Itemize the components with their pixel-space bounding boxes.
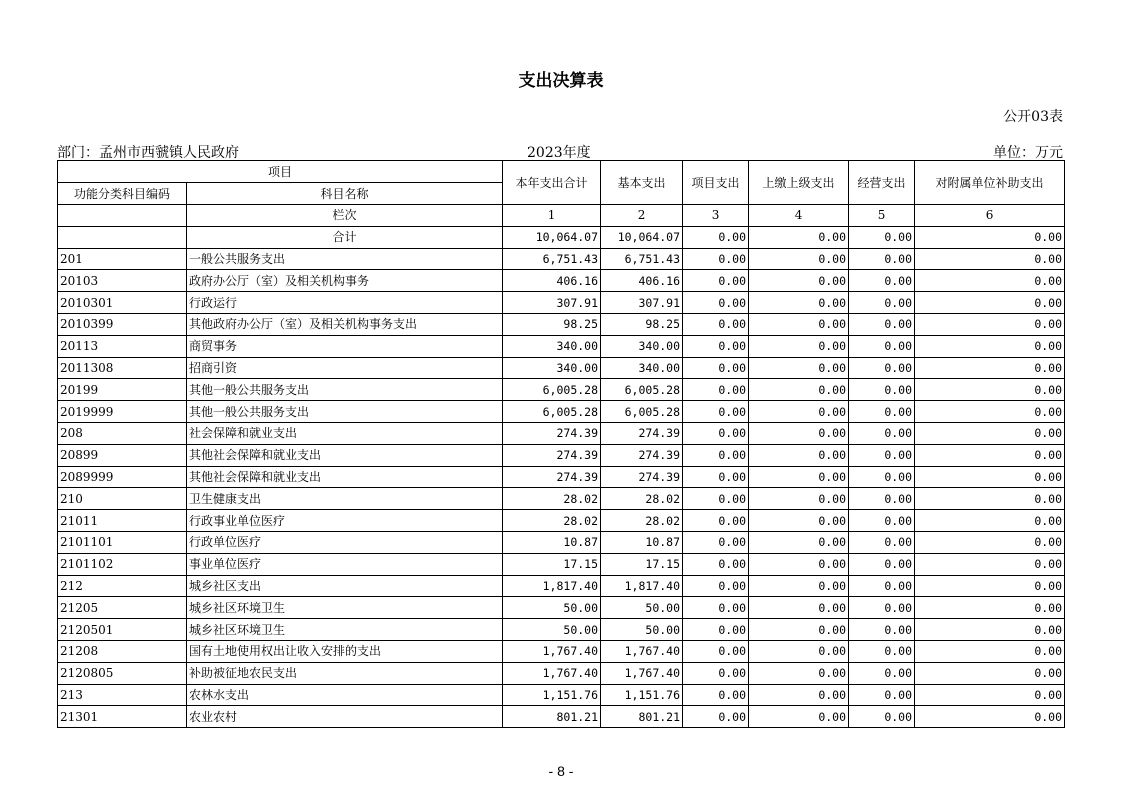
- amount-cell: 0.00: [849, 510, 915, 532]
- col-header-subsidy: 对附属单位补助支出: [915, 161, 1065, 205]
- subject-name: 其他社会保障和就业支出: [187, 444, 503, 466]
- table-row: [58, 619, 1065, 641]
- amount-cell: 0.00: [749, 379, 849, 401]
- amount-cell: 0.00: [683, 335, 749, 357]
- amount-cell: 0.00: [849, 553, 915, 575]
- table-row: [58, 684, 1065, 706]
- subject-name: 城乡社区环境卫生: [187, 597, 503, 619]
- amount-cell: 0.00: [749, 619, 849, 641]
- subject-name: 政府办公厅（室）及相关机构事务: [187, 270, 503, 292]
- amount-cell: 0.00: [749, 640, 849, 662]
- amount-cell: 28.02: [601, 510, 683, 532]
- table-row: [58, 313, 1065, 335]
- amount-cell: 0.00: [915, 488, 1065, 510]
- amount-cell: 6,005.28: [503, 401, 601, 423]
- amount-cell: 274.39: [503, 422, 601, 444]
- amount-cell: 0.00: [849, 422, 915, 444]
- amount-cell: 0.00: [849, 248, 915, 270]
- amount-cell: 0.00: [849, 401, 915, 423]
- amount-cell: 1,767.40: [503, 640, 601, 662]
- amount-cell: 0.00: [683, 575, 749, 597]
- amount-cell: 0.00: [849, 292, 915, 314]
- amount-cell: 0.00: [915, 422, 1065, 444]
- table-row: [58, 248, 1065, 270]
- table-row: [58, 553, 1065, 575]
- table-row: [58, 401, 1065, 423]
- amount-cell: 340.00: [503, 335, 601, 357]
- amount-cell: 0.00: [683, 466, 749, 488]
- subject-code: 2101102: [58, 553, 187, 575]
- subject-code: 2120501: [58, 619, 187, 641]
- subject-name: 卫生健康支出: [187, 488, 503, 510]
- col-header-upper: 上缴上级支出: [749, 161, 849, 205]
- amount-cell: 0.00: [915, 662, 1065, 684]
- amount-cell: 1,817.40: [601, 575, 683, 597]
- amount-cell: 0.00: [915, 357, 1065, 379]
- amount-cell: 0.00: [915, 335, 1065, 357]
- amount-cell: 0.00: [915, 401, 1065, 423]
- subject-name: 招商引资: [187, 357, 503, 379]
- subject-code: 21208: [58, 640, 187, 662]
- table-row: [58, 270, 1065, 292]
- amount-cell: 0.00: [849, 597, 915, 619]
- col-header-basic: 基本支出: [601, 161, 683, 205]
- subject-code: 21011: [58, 510, 187, 532]
- amount-cell: 0.00: [749, 531, 849, 553]
- header-row-1: [58, 161, 1065, 183]
- amount-cell: 0.00: [683, 531, 749, 553]
- empty-cell: [58, 226, 187, 248]
- amount-cell: 50.00: [601, 619, 683, 641]
- amount-cell: 0.00: [915, 379, 1065, 401]
- subject-name: 一般公共服务支出: [187, 248, 503, 270]
- total-row: [58, 226, 1065, 248]
- amount-cell: 0.00: [749, 553, 849, 575]
- amount-cell: 1,817.40: [503, 575, 601, 597]
- table-row: [58, 292, 1065, 314]
- subject-code: 20199: [58, 379, 187, 401]
- amount-cell: 274.39: [601, 466, 683, 488]
- amount-cell: 0.00: [915, 466, 1065, 488]
- amount-cell: 17.15: [503, 553, 601, 575]
- amount-cell: 0.00: [849, 444, 915, 466]
- total-value: 0.00: [915, 226, 1065, 248]
- amount-cell: 0.00: [849, 357, 915, 379]
- amount-cell: 0.00: [683, 444, 749, 466]
- col-header-business: 经营支出: [849, 161, 915, 205]
- amount-cell: 6,751.43: [503, 248, 601, 270]
- amount-cell: 801.21: [503, 706, 601, 728]
- amount-cell: 0.00: [749, 510, 849, 532]
- amount-cell: 1,767.40: [601, 662, 683, 684]
- amount-cell: 0.00: [683, 292, 749, 314]
- amount-cell: 0.00: [749, 270, 849, 292]
- amount-cell: 0.00: [749, 357, 849, 379]
- amount-cell: 0.00: [749, 662, 849, 684]
- table-row: [58, 379, 1065, 401]
- amount-cell: 6,005.28: [601, 379, 683, 401]
- amount-cell: 0.00: [915, 706, 1065, 728]
- amount-cell: 340.00: [601, 357, 683, 379]
- col-header-total: 本年支出合计: [503, 161, 601, 205]
- subject-code: 2011308: [58, 357, 187, 379]
- amount-cell: 0.00: [915, 640, 1065, 662]
- table-row: [58, 510, 1065, 532]
- amount-cell: 0.00: [683, 422, 749, 444]
- col-number: 2: [601, 205, 683, 227]
- amount-cell: 0.00: [915, 619, 1065, 641]
- subject-code: 213: [58, 684, 187, 706]
- amount-cell: 0.00: [749, 488, 849, 510]
- table-row: [58, 422, 1065, 444]
- amount-cell: 0.00: [849, 684, 915, 706]
- amount-cell: 0.00: [915, 531, 1065, 553]
- amount-cell: 0.00: [849, 619, 915, 641]
- lanci-label: 栏次: [187, 205, 503, 227]
- table-row: [58, 466, 1065, 488]
- total-value: 10,064.07: [503, 226, 601, 248]
- subject-code: 2019999: [58, 401, 187, 423]
- amount-cell: 0.00: [849, 335, 915, 357]
- amount-cell: 1,151.76: [503, 684, 601, 706]
- amount-cell: 307.91: [503, 292, 601, 314]
- amount-cell: 0.00: [749, 313, 849, 335]
- amount-cell: 0.00: [749, 706, 849, 728]
- subject-code: 20113: [58, 335, 187, 357]
- amount-cell: 0.00: [749, 422, 849, 444]
- subject-code: 2101101: [58, 531, 187, 553]
- subject-code: 2010301: [58, 292, 187, 314]
- amount-cell: 50.00: [503, 619, 601, 641]
- amount-cell: 0.00: [749, 292, 849, 314]
- amount-cell: 0.00: [683, 488, 749, 510]
- amount-cell: 28.02: [503, 510, 601, 532]
- amount-cell: 0.00: [683, 619, 749, 641]
- amount-cell: 1,767.40: [503, 662, 601, 684]
- amount-cell: 10.87: [503, 531, 601, 553]
- amount-cell: 1,767.40: [601, 640, 683, 662]
- subject-name: 农林水支出: [187, 684, 503, 706]
- subject-code: 210: [58, 488, 187, 510]
- amount-cell: 0.00: [749, 335, 849, 357]
- subject-name: 社会保障和就业支出: [187, 422, 503, 444]
- table-row: [58, 357, 1065, 379]
- amount-cell: 0.00: [683, 597, 749, 619]
- amount-cell: 0.00: [683, 640, 749, 662]
- amount-cell: 0.00: [849, 313, 915, 335]
- amount-cell: 0.00: [849, 466, 915, 488]
- subject-code: 20103: [58, 270, 187, 292]
- amount-cell: 0.00: [683, 706, 749, 728]
- amount-cell: 1,151.76: [601, 684, 683, 706]
- project-header: 项目: [58, 161, 503, 183]
- subject-name: 补助被征地农民支出: [187, 662, 503, 684]
- amount-cell: 274.39: [503, 466, 601, 488]
- amount-cell: 0.00: [749, 248, 849, 270]
- amount-cell: 0.00: [683, 553, 749, 575]
- subject-name: 其他政府办公厅（室）及相关机构事务支出: [187, 313, 503, 335]
- amount-cell: 0.00: [849, 379, 915, 401]
- amount-cell: 0.00: [683, 401, 749, 423]
- amount-cell: 0.00: [849, 488, 915, 510]
- amount-cell: 801.21: [601, 706, 683, 728]
- amount-cell: 6,005.28: [601, 401, 683, 423]
- amount-cell: 0.00: [915, 553, 1065, 575]
- subject-code: 20899: [58, 444, 187, 466]
- amount-cell: 10.87: [601, 531, 683, 553]
- amount-cell: 0.00: [683, 270, 749, 292]
- document-title: 支出决算表: [518, 71, 604, 91]
- amount-cell: 0.00: [849, 531, 915, 553]
- subject-name: 行政运行: [187, 292, 503, 314]
- amount-cell: 274.39: [601, 422, 683, 444]
- amount-cell: 28.02: [601, 488, 683, 510]
- amount-cell: 0.00: [915, 313, 1065, 335]
- amount-cell: 0.00: [749, 684, 849, 706]
- amount-cell: 17.15: [601, 553, 683, 575]
- amount-cell: 0.00: [915, 292, 1065, 314]
- amount-cell: 406.16: [601, 270, 683, 292]
- amount-cell: 0.00: [683, 510, 749, 532]
- page-number: - 8 -: [548, 763, 574, 779]
- amount-cell: 0.00: [749, 575, 849, 597]
- amount-cell: 0.00: [683, 357, 749, 379]
- amount-cell: 98.25: [503, 313, 601, 335]
- subject-name: 商贸事务: [187, 335, 503, 357]
- table-row: [58, 575, 1065, 597]
- subject-name: 其他一般公共服务支出: [187, 379, 503, 401]
- table-row: [58, 488, 1065, 510]
- amount-cell: 0.00: [849, 270, 915, 292]
- subject-name: 行政事业单位医疗: [187, 510, 503, 532]
- amount-cell: 6,005.28: [503, 379, 601, 401]
- subject-code: 208: [58, 422, 187, 444]
- amount-cell: 6,751.43: [601, 248, 683, 270]
- expenditure-table: [57, 160, 1065, 728]
- total-value: 0.00: [683, 226, 749, 248]
- amount-cell: 0.00: [915, 444, 1065, 466]
- amount-cell: 0.00: [915, 248, 1065, 270]
- amount-cell: 0.00: [683, 379, 749, 401]
- subject-name: 行政单位医疗: [187, 531, 503, 553]
- amount-cell: 0.00: [915, 575, 1065, 597]
- amount-cell: 0.00: [849, 706, 915, 728]
- amount-cell: 28.02: [503, 488, 601, 510]
- table-row: [58, 662, 1065, 684]
- subject-code: 212: [58, 575, 187, 597]
- amount-cell: 0.00: [683, 662, 749, 684]
- amount-cell: 340.00: [601, 335, 683, 357]
- amount-cell: 0.00: [749, 444, 849, 466]
- subject-name: 其他社会保障和就业支出: [187, 466, 503, 488]
- amount-cell: 307.91: [601, 292, 683, 314]
- department-label: 部门：孟州市西虢镇人民政府: [57, 145, 239, 161]
- subject-name: 农业农村: [187, 706, 503, 728]
- table-row: [58, 531, 1065, 553]
- amount-cell: 0.00: [849, 575, 915, 597]
- form-number: 公开03表: [1003, 109, 1063, 125]
- col-header-project: 项目支出: [683, 161, 749, 205]
- amount-cell: 0.00: [683, 313, 749, 335]
- empty-cell: [58, 205, 187, 227]
- amount-cell: 0.00: [749, 466, 849, 488]
- col-number: 3: [683, 205, 749, 227]
- amount-cell: 0.00: [749, 597, 849, 619]
- table-row: [58, 335, 1065, 357]
- table-meta: [57, 142, 1063, 160]
- col-number: 5: [849, 205, 915, 227]
- total-value: 10,064.07: [601, 226, 683, 248]
- code-header: 功能分类科目编码: [58, 183, 187, 205]
- amount-cell: 50.00: [503, 597, 601, 619]
- subject-name: 城乡社区支出: [187, 575, 503, 597]
- col-number: 4: [749, 205, 849, 227]
- subject-code: 201: [58, 248, 187, 270]
- subject-code: 21301: [58, 706, 187, 728]
- subject-code: 21205: [58, 597, 187, 619]
- subject-code: 2010399: [58, 313, 187, 335]
- amount-cell: 406.16: [503, 270, 601, 292]
- subject-name: 城乡社区环境卫生: [187, 619, 503, 641]
- table-row: [58, 640, 1065, 662]
- amount-cell: 0.00: [683, 248, 749, 270]
- amount-cell: 0.00: [915, 684, 1065, 706]
- col-number: 6: [915, 205, 1065, 227]
- table-row: [58, 597, 1065, 619]
- total-value: 0.00: [849, 226, 915, 248]
- amount-cell: 274.39: [503, 444, 601, 466]
- amount-cell: 274.39: [601, 444, 683, 466]
- col-number: 1: [503, 205, 601, 227]
- amount-cell: 98.25: [601, 313, 683, 335]
- subject-name: 事业单位医疗: [187, 553, 503, 575]
- amount-cell: 0.00: [915, 270, 1065, 292]
- amount-cell: 0.00: [849, 640, 915, 662]
- amount-cell: 340.00: [503, 357, 601, 379]
- subject-name: 其他一般公共服务支出: [187, 401, 503, 423]
- subject-name: 国有土地使用权出让收入安排的支出: [187, 640, 503, 662]
- fiscal-year: 2023年度: [527, 145, 591, 161]
- subject-code: 2089999: [58, 466, 187, 488]
- amount-cell: 0.00: [683, 684, 749, 706]
- unit-label: 单位：万元: [993, 145, 1063, 161]
- table-row: [58, 706, 1065, 728]
- amount-cell: 50.00: [601, 597, 683, 619]
- amount-cell: 0.00: [849, 662, 915, 684]
- subject-code: 2120805: [58, 662, 187, 684]
- name-header: 科目名称: [187, 183, 503, 205]
- total-value: 0.00: [749, 226, 849, 248]
- total-label: 合计: [187, 226, 503, 248]
- amount-cell: 0.00: [749, 401, 849, 423]
- amount-cell: 0.00: [915, 597, 1065, 619]
- column-number-row: [58, 205, 1065, 227]
- table-row: [58, 444, 1065, 466]
- amount-cell: 0.00: [915, 510, 1065, 532]
